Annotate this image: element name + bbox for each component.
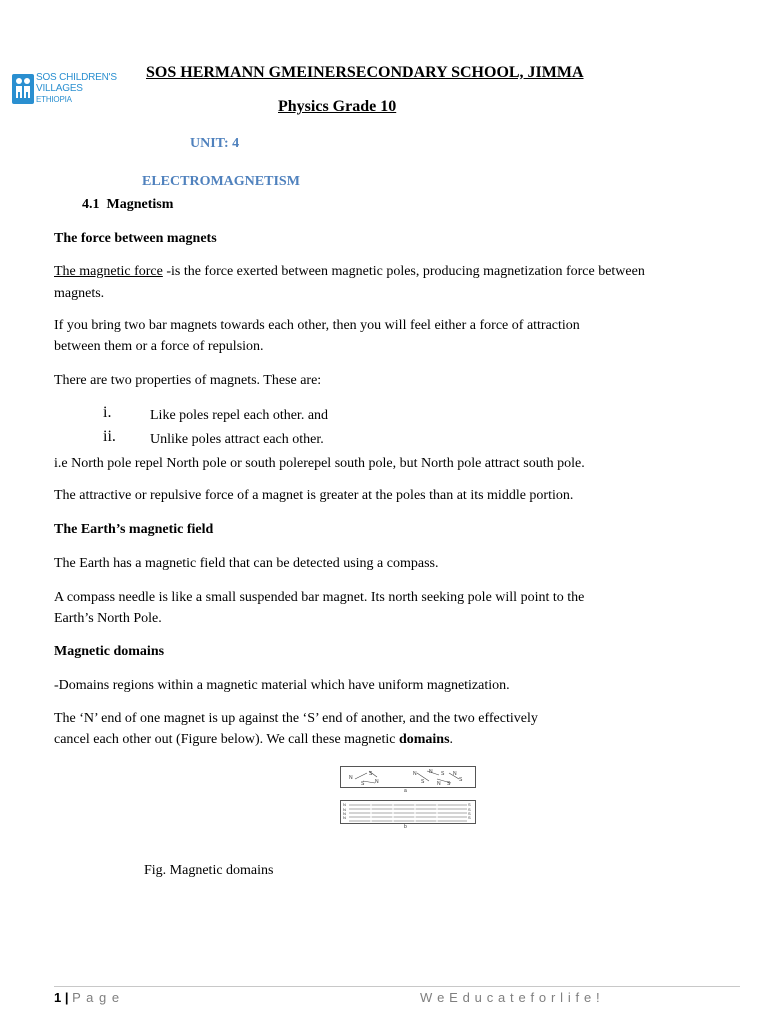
- svg-text:S: S: [468, 807, 471, 812]
- logo-line-3: ETHIOPIA: [36, 95, 72, 104]
- para-compass-line-2: Earth’s North Pole.: [54, 611, 162, 626]
- svg-text:N: N: [453, 771, 457, 777]
- property-text-2: Unlike poles attract each other.: [150, 432, 324, 447]
- unit-title: ELECTROMAGNETISM: [142, 174, 300, 189]
- school-logo: [12, 70, 122, 116]
- footer-page: [54, 990, 120, 1005]
- svg-text:N: N: [343, 815, 346, 820]
- para-ie: i.e North pole repel North pole or south polerepel south pole, but North pole attract south pole.: [54, 456, 585, 471]
- domains-bold: domains: [398, 732, 450, 747]
- svg-text:N: N: [349, 775, 353, 781]
- property-text-1: Like poles repel each other. and: [150, 408, 329, 423]
- section-number: 4.1: [82, 197, 100, 212]
- page-number: 1: [54, 990, 62, 1005]
- svg-text:N: N: [375, 779, 379, 785]
- svg-text:S: S: [468, 802, 471, 807]
- magnetic-force-line-2: magnets.: [54, 286, 105, 301]
- sos-logo-icon: [12, 74, 34, 104]
- para-earth: The Earth has a magnetic field that can be detected using a compass.: [54, 556, 439, 571]
- para-n-end-line-2: [54, 730, 453, 750]
- property-marker-1: i.: [103, 404, 112, 421]
- figure-label-b: b: [404, 824, 407, 830]
- para-bring-line-1: If you bring two bar magnets towards each other, then you will feel either a force of attraction: [54, 318, 580, 333]
- para-properties: There are two properties of magnets. These are:: [54, 373, 322, 388]
- logo-line-1: SOS CHILDREN'S: [36, 72, 117, 83]
- svg-text:S: S: [421, 779, 425, 785]
- section-title: Magnetism: [106, 197, 174, 212]
- para-n-end-period: .: [449, 732, 454, 747]
- svg-text:N: N: [343, 807, 346, 812]
- page-word: P a g e: [72, 990, 121, 1005]
- property-marker-2: ii.: [103, 428, 116, 445]
- footer-divider: [54, 986, 740, 987]
- unit-number: UNIT: 4: [190, 136, 240, 151]
- para-n-end-text: cancel each other out (Figure below). We call these magnetic: [54, 732, 399, 747]
- svg-text:S: S: [361, 781, 365, 787]
- svg-text:S: S: [468, 811, 471, 816]
- svg-text:S: S: [441, 771, 445, 777]
- subject-title: Physics Grade 10: [278, 98, 397, 115]
- svg-text:N: N: [343, 802, 346, 807]
- magnetic-force-line-1: [54, 262, 645, 282]
- school-name: SOS HERMANN GMEINERSECONDARY SCHOOL, JIMMA: [146, 64, 584, 81]
- figure-b-box: [340, 800, 476, 824]
- section-heading: [82, 195, 173, 215]
- logo-text: [36, 72, 117, 105]
- random-domains-icon: [341, 767, 475, 787]
- magnetic-force-term: The magnetic force: [54, 264, 163, 279]
- force-heading: The force between magnets: [54, 231, 217, 246]
- figure-caption: Fig. Magnetic domains: [144, 863, 274, 878]
- figure-a-box: [340, 766, 476, 788]
- earth-heading: The Earth’s magnetic field: [54, 522, 214, 537]
- page-separator: |: [64, 990, 69, 1005]
- para-n-end-line-1: The ‘N’ end of one magnet is up against the ‘S’ end of another, and the two effectively: [54, 711, 538, 726]
- svg-text:S: S: [369, 771, 373, 777]
- magnetic-force-definition: -is the force exerted between magnetic poles, producing magnetization force between: [162, 264, 645, 279]
- domains-heading: Magnetic domains: [54, 644, 165, 659]
- para-compass-line-1: A compass needle is like a small suspended bar magnet. Its north seeking pole will point to the: [54, 590, 585, 605]
- svg-text:N: N: [413, 771, 417, 777]
- logo-line-2: VILLAGES: [36, 83, 83, 94]
- svg-text:S: S: [468, 815, 471, 820]
- para-domains-def: -Domains regions within a magnetic material which have uniform magnetization.: [54, 678, 510, 693]
- footer-motto: W e E d u c a t e f o r l i f e !: [420, 990, 601, 1005]
- svg-text:S: S: [447, 781, 451, 787]
- svg-text:N: N: [429, 769, 433, 775]
- aligned-domains-icon: [341, 801, 475, 823]
- svg-text:S: S: [459, 777, 463, 783]
- para-attractive: The attractive or repulsive force of a magnet is greater at the poles than at its middle portion.: [54, 488, 574, 503]
- figure-label-a: a: [404, 788, 407, 794]
- para-bring-line-2: between them or a force of repulsion.: [54, 339, 264, 354]
- svg-text:N: N: [437, 781, 441, 787]
- svg-text:N: N: [343, 811, 346, 816]
